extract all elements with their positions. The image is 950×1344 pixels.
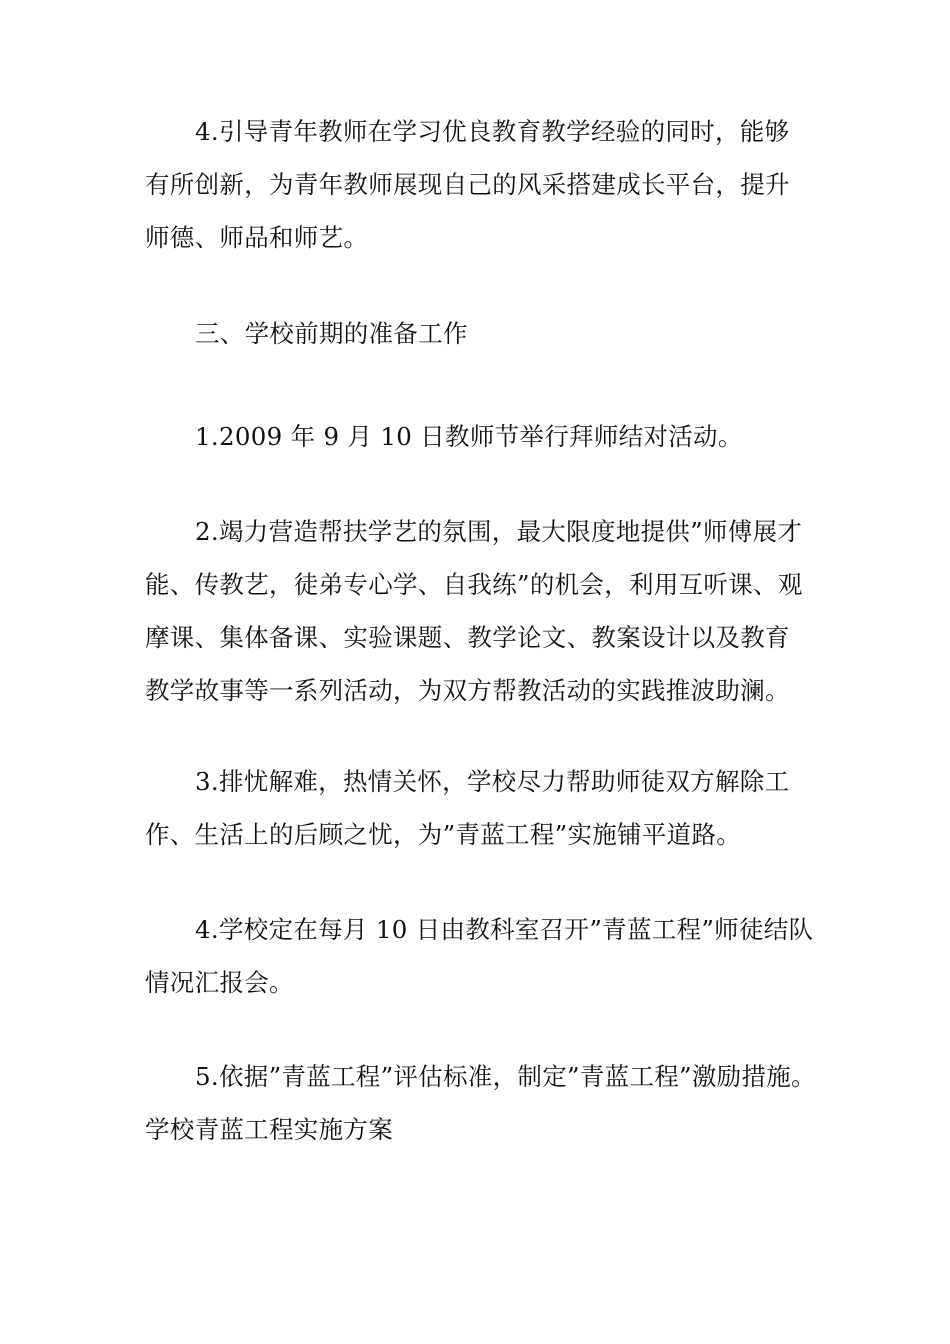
text-line: 4.学校定在每月 10 日由教科室召开”青蓝工程”师徒结队: [195, 915, 814, 944]
text-line: 3.排忧解难，热情关怀，学校尽力帮助师徒双方解除工: [195, 767, 790, 796]
paragraph-prep-5: [145, 1050, 817, 1156]
text-line: 1.2009 年 9 月 10 日教师节举行拜师结对活动。: [195, 422, 743, 451]
text-line: 2.竭力营造帮扶学艺的氛围，最大限度地提供”师傅展才: [195, 517, 803, 546]
heading-text: 三、学校前期的准备工作: [195, 319, 468, 348]
paragraph-prep-1: [145, 410, 817, 463]
text-line: 师德、师品和师艺。: [145, 223, 369, 252]
text-line: 情况汇报会。: [145, 968, 294, 997]
document-footer-title: 学校青蓝工程实施方案: [145, 1115, 393, 1144]
paragraph-goal-4: [145, 105, 817, 264]
text-line: 有所创新，为青年教师展现自己的风采搭建成长平台，提升: [145, 170, 790, 199]
paragraph-prep-2: [145, 505, 817, 717]
text-line: 5.依据”青蓝工程”评估标准，制定”青蓝工程”激励措施。: [195, 1062, 816, 1091]
paragraph-prep-4: [145, 903, 817, 1009]
text-line: 作、生活上的后顾之忧，为”青蓝工程”实施铺平道路。: [145, 820, 742, 849]
text-line: 摩课、集体备课、实验课题、教学论文、教案设计以及教育: [145, 623, 790, 652]
section-heading-3: [145, 307, 817, 360]
paragraph-prep-3: [145, 755, 817, 861]
text-line: 教学故事等一系列活动，为双方帮教活动的实践推波助澜。: [145, 676, 790, 705]
text-line: 能、传教艺，徒弟专心学、自我练”的机会，利用互听课、观: [145, 570, 803, 599]
text-line: 4.引导青年教师在学习优良教育教学经验的同时，能够: [195, 117, 790, 146]
